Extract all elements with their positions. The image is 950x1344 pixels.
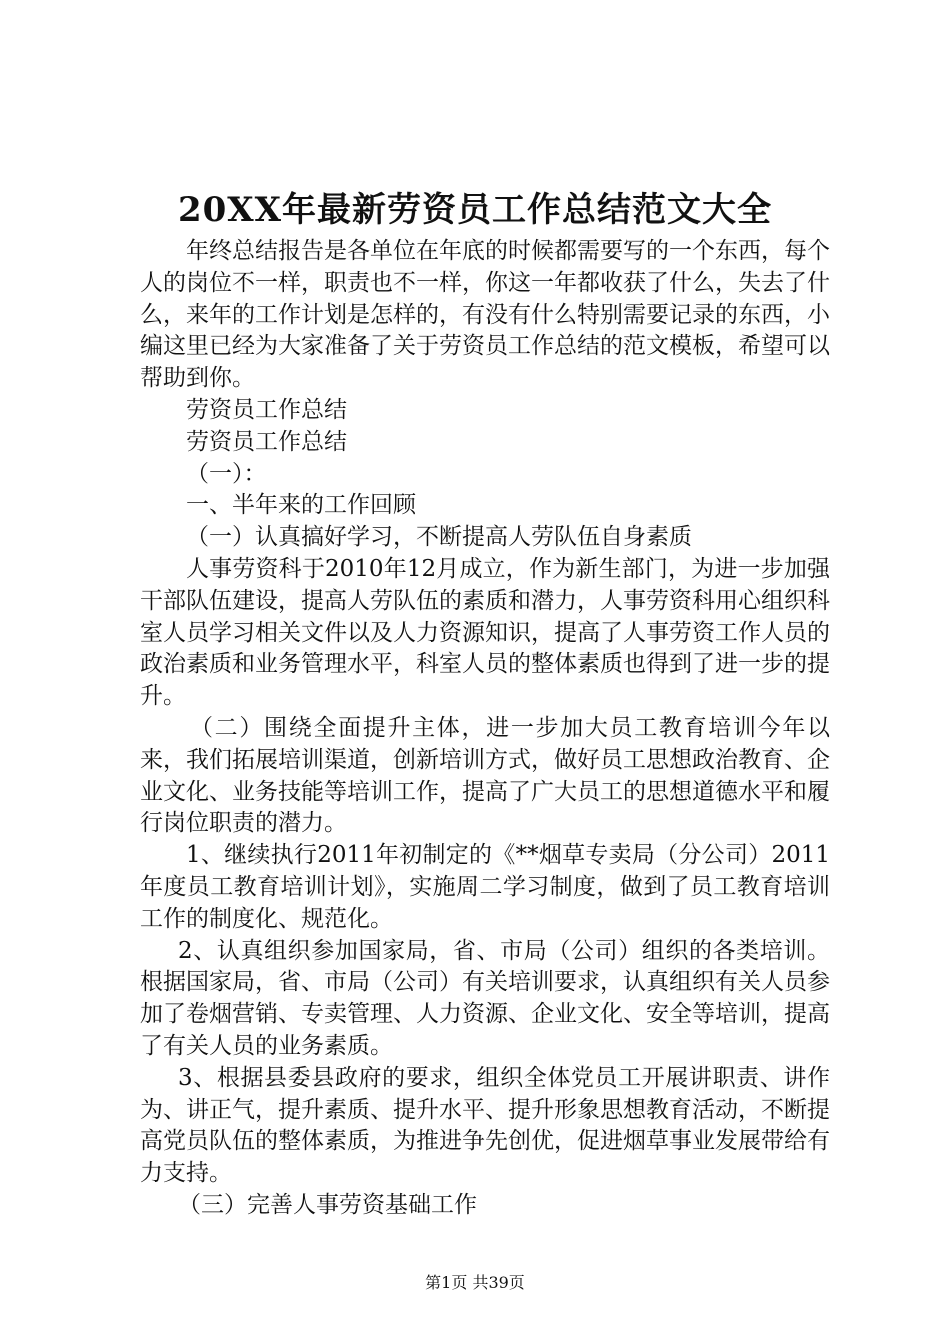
paragraph-heading: 劳资员工作总结 bbox=[186, 396, 347, 423]
paragraph-section-heading: 一、半年来的工作回顾 bbox=[186, 492, 416, 519]
paragraph-list-item: 2、认真组织参加国家局，省、市局（公司）组织的各类培训。根据国家局，省、市局（公司）有关培训要求，认真组织有关人员参加了卷烟营销、专卖管理、人力资源、企业文化、安全等培训，提高了有关人员的业务素质。 bbox=[140, 937, 830, 1059]
paragraph-list-item: 3、根据县委县政府的要求，组织全体党员工开展讲职责、讲作为、讲正气，提升素质、提升水平、提升形象思想教育活动，不断提高党员队伍的整体素质，为推进争先创优，促进烟草事业发展带给有力支持。 bbox=[140, 1064, 830, 1187]
paragraph-subheading: （三）完善人事劳资基础工作 bbox=[178, 1191, 477, 1218]
paragraph-list-item: 1、继续执行2011年初制定的《**烟草专卖局（分公司）2011年度员工教育培训计划》，实施周二学习制度，做到了员工教育培训工作的制度化、规范化。 bbox=[140, 842, 830, 932]
document-title: 20XX年最新劳资员工作总结范文大全 bbox=[177, 190, 773, 230]
paragraph-intro: 年终总结报告是各单位在年底的时候都需要写的一个东西，每个人的岗位不一样，职责也不一样，你这一年都收获了什么，失去了什么，来年的工作计划是怎样的，有没有什么特别需要记录的东西，小编这里已经为大家准备了关于劳资员工作总结的范文模板，希望可以帮助到你。 bbox=[140, 238, 830, 392]
paragraph-heading: 劳资员工作总结 bbox=[186, 428, 347, 455]
paragraph-subheading: （一）认真搞好学习，不断提高人劳队伍自身素质 bbox=[186, 524, 692, 551]
paragraph-section-label: （一）： bbox=[186, 460, 267, 487]
document-body bbox=[140, 236, 830, 1222]
page-number-footer: 第1页 共39页 bbox=[425, 1273, 525, 1292]
paragraph-body: （二）围绕全面提升主体，进一步加大员工教育培训今年以来，我们拓展培训渠道，创新培训方式，做好员工思想政治教育、企业文化、业务技能等培训工作，提高了广大员工的思想道德水平和履行岗位职责的潜力。 bbox=[140, 714, 830, 837]
paragraph-body: 人事劳资科于2010年12月成立，作为新生部门，为进一步加强干部队伍建设，提高人劳队伍的素质和潜力，人事劳资科用心组织科室人员学习相关文件以及人力资源知识，提高了人事劳资工作人员的政治素质和业务管理水平，科室人员的整体素质也得到了进一步的提升。 bbox=[140, 555, 830, 710]
